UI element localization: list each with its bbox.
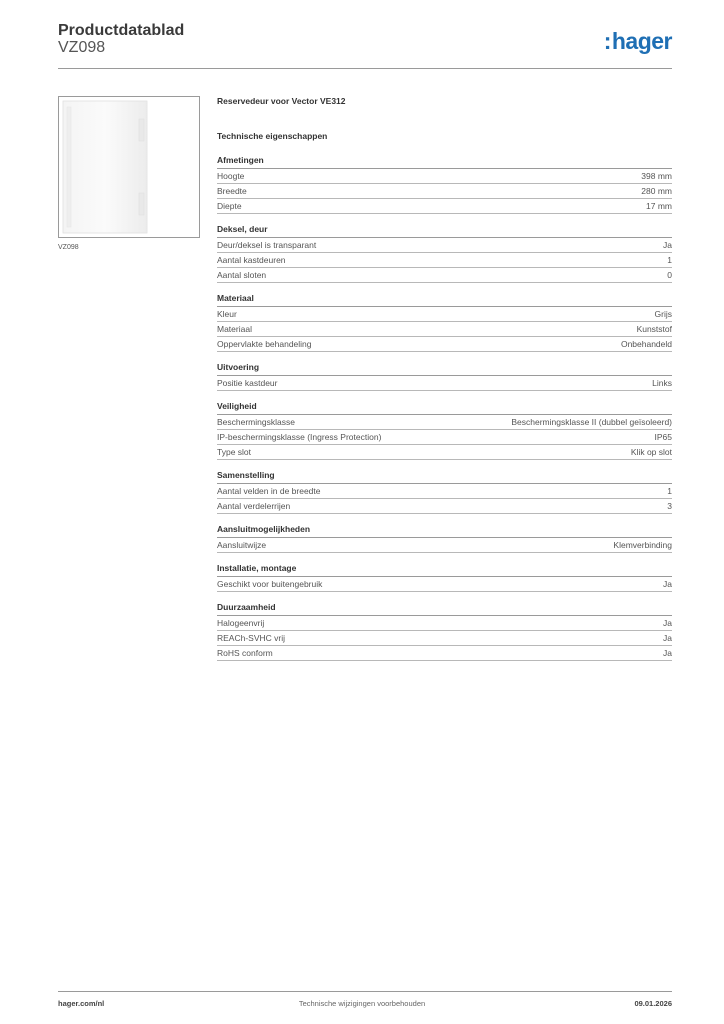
document-title: Productdatablad [58, 22, 185, 39]
technical-properties-title: Technische eigenschappen [217, 131, 328, 141]
product-image [58, 96, 200, 238]
spec-row [217, 337, 672, 352]
spec-label: Deur/deksel is transparant [217, 240, 317, 250]
spec-label: Positie kastdeur [217, 378, 278, 388]
spec-row [217, 199, 672, 214]
spec-section [217, 524, 672, 553]
hager-logo: :hager [603, 28, 672, 54]
spec-label: Materiaal [217, 324, 252, 334]
spec-value: 1 [667, 486, 672, 496]
spec-value: Grijs [654, 309, 672, 319]
spec-label: RoHS conform [217, 648, 273, 658]
spec-value: Ja [663, 633, 672, 643]
spec-value: Klemverbinding [613, 540, 672, 550]
spec-label: Diepte [217, 201, 242, 211]
section-title: Samenstelling [217, 470, 672, 484]
section-title: Uitvoering [217, 362, 672, 376]
spec-section [217, 563, 672, 592]
spec-label: Breedte [217, 186, 247, 196]
spec-section [217, 224, 672, 283]
spec-value: Beschermingsklasse II (dubbel geïsoleerd) [511, 417, 672, 427]
spec-row [217, 184, 672, 199]
spec-row [217, 484, 672, 499]
spec-label: Type slot [217, 447, 252, 457]
spec-row [217, 376, 672, 391]
spec-value: 398 mm [641, 171, 672, 181]
spec-label: Beschermingsklasse [217, 417, 295, 427]
spec-row [217, 322, 672, 337]
footer-divider [58, 991, 672, 992]
spec-label: Aantal kastdeuren [217, 255, 286, 265]
spec-label: Oppervlakte behandeling [217, 339, 312, 349]
spec-label: Aantal sloten [217, 270, 267, 280]
product-door-image [59, 97, 199, 237]
spec-label: REACh-SVHC vrij [217, 633, 286, 643]
spec-row [217, 577, 672, 592]
spec-value: Ja [663, 579, 672, 589]
section-title: Materiaal [217, 293, 672, 307]
spec-label: Aansluitwijze [217, 540, 267, 550]
spec-value: Kunststof [636, 324, 672, 334]
spec-value: Links [652, 378, 672, 388]
spec-section [217, 470, 672, 514]
spec-section [217, 362, 672, 391]
spec-label: Aantal velden in de breedte [217, 486, 321, 496]
spec-row [217, 445, 672, 460]
spec-value: 280 mm [641, 186, 672, 196]
spec-row [217, 253, 672, 268]
spec-row [217, 646, 672, 661]
spec-row [217, 238, 672, 253]
spec-value: Ja [663, 618, 672, 628]
spec-label: Halogeenvrij [217, 618, 265, 628]
spec-row [217, 499, 672, 514]
spec-row [217, 430, 672, 445]
spec-label: IP-beschermingsklasse (Ingress Protection) [217, 432, 382, 442]
spec-value: Ja [663, 240, 672, 250]
section-title: Veiligheid [217, 401, 672, 415]
spec-sections [217, 155, 672, 661]
spec-row [217, 631, 672, 646]
spec-value: Klik op slot [630, 447, 672, 457]
spec-section [217, 155, 672, 214]
spec-label: Geschikt voor buitengebruik [217, 579, 323, 589]
spec-section [217, 602, 672, 661]
section-title: Afmetingen [217, 155, 672, 169]
product-title: Reservedeur voor Vector VE312 [217, 96, 346, 106]
image-caption: VZ098 [58, 244, 79, 251]
logo-text: hager [611, 28, 672, 54]
spec-value: 17 mm [646, 201, 672, 211]
spec-section [217, 293, 672, 352]
footer-date: 09.01.2026 [634, 999, 672, 1008]
section-title: Aansluitmogelijkheden [217, 524, 672, 538]
section-title: Duurzaamheid [217, 602, 672, 616]
spec-row [217, 169, 672, 184]
spec-row [217, 616, 672, 631]
header-divider [58, 68, 672, 69]
spec-section [217, 401, 672, 460]
spec-content [217, 96, 672, 671]
section-title: Installatie, montage [217, 563, 672, 577]
spec-row [217, 268, 672, 283]
spec-label: Hoogte [217, 171, 245, 181]
spec-row [217, 415, 672, 430]
footer-notice: Technische wijzigingen voorbehouden [298, 999, 426, 1008]
spec-value: 1 [667, 255, 672, 265]
spec-row [217, 307, 672, 322]
section-title: Deksel, deur [217, 224, 672, 238]
spec-label: Kleur [217, 309, 237, 319]
spec-value: 3 [667, 501, 672, 511]
product-code: VZ098 [58, 39, 106, 56]
spec-label: Aantal verdelerrijen [217, 501, 291, 511]
spec-value: Onbehandeld [620, 339, 672, 349]
spec-value: 0 [667, 270, 672, 280]
spec-value: IP65 [654, 432, 672, 442]
footer-url[interactable]: hager.com/nl [58, 999, 105, 1008]
spec-value: Ja [663, 648, 672, 658]
spec-row [217, 538, 672, 553]
